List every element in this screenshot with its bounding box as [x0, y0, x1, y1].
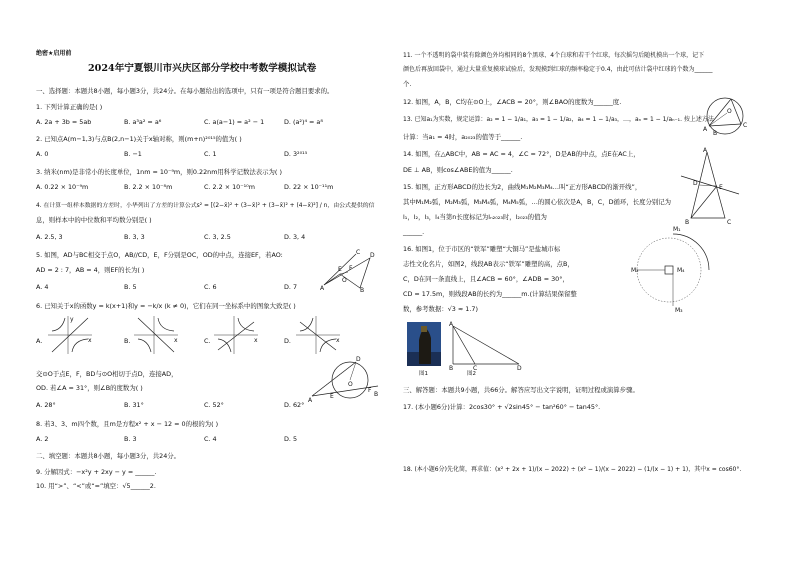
q15-stem-line2: 其中M₁M₂弧，M₂M₃弧，M₃M₄弧，M₄M₅弧，…的圆心依次是A，B，C，D循环，长度分别记为 [403, 198, 672, 206]
q7-option-b: B. 31° [124, 401, 144, 409]
q1-option-a: A. 2a + 3b = 5ab [36, 118, 92, 126]
q18-stem: 18. (本小题6分)先化简，再求值：(x² + 2x + 1)/(x − 2022) ÷ (x² − 1)/(x − 2022) − (1/(x − 1) + 1)，其中x = cos60°. [403, 466, 742, 473]
q14-figure [679, 148, 741, 224]
q1-stem: 1. 下列计算正确的是( ) [36, 103, 103, 111]
q7-stem-line1: 交⊙O于点E，F，BD与⊙O相切于点D，连接AD， [36, 370, 178, 378]
q5-option-c: C. 6 [204, 283, 217, 291]
q16-stem-line1: 16. 如图1，位于市区的“铁军”雕塑“大铜马”是盐城市标 [403, 245, 561, 253]
q15-stem-line1: 15. 如图，正方形ABCD的边长为2，曲线M₁M₂M₃M₄…叫“正方形ABCD的渐开线”， [403, 183, 642, 191]
q8-option-a: A. 2 [36, 435, 49, 443]
q6-graph-b [134, 316, 178, 354]
q5-label-f: F [349, 265, 353, 272]
q7-option-d: D. 62° [284, 401, 305, 409]
q15-stem-line4: ______. [403, 228, 425, 236]
section3-heading: 三、解答题：本题共9小题，共66分。解答应写出文字说明，证明过程或演算步骤。 [403, 386, 639, 394]
q6a-y-label: y [70, 316, 74, 323]
q6b-x-label: x [174, 337, 178, 344]
q4-option-a: A. 2.5, 3 [36, 233, 63, 241]
q7-label-e: E [330, 393, 334, 400]
q3-option-d: D. 22 × 10⁻¹¹m [284, 183, 334, 191]
exam-title: 2024年宁夏银川市兴庆区部分学校中考数学模拟试卷 [88, 63, 317, 74]
q6-option-a: A. [36, 337, 43, 345]
q13-stem-line2: 计算：当a₁ = 4时，a₂₀₂₃的值等于______. [403, 133, 523, 141]
q4-option-c: C. 3, 2.5 [204, 233, 231, 241]
q16-fig1-caption: 图1 [419, 371, 428, 377]
q2-option-a: A. 0 [36, 150, 49, 158]
q9-stem: 9. 分解因式：−x²y + 2xy − y = ______. [36, 468, 157, 476]
q16-label-b: B [449, 365, 454, 372]
q12-label-a: A [703, 126, 708, 133]
q10-stem: 10. 用“>”、“<”或“=”填空：√5______2. [36, 482, 156, 490]
q5-label-d: D [370, 252, 375, 259]
q14-label-c: C [727, 219, 732, 226]
q6a-x-label: x [88, 337, 92, 344]
q12-label-c: C [743, 122, 748, 129]
q4-option-d: D. 3, 4 [284, 233, 306, 241]
q5-label-b: B [360, 287, 365, 294]
section1-heading: 一、选择题：本题共8小题，每小题3分，共24分。在每小题给出的选项中，只有一项是符合题目要求的。 [36, 87, 334, 95]
q4-stem-line1: 4. 在计算一组样本数据的方差时，小华列出了方差的计算公式s² = [(2−x̄)² + (3−x̄)² + (3−x̄)² + (4−x̄)²] / n，由公式提供的信 [36, 203, 375, 209]
q2-option-d: D. 3²⁰¹⁵ [284, 150, 308, 158]
q14-label-e: E [719, 184, 723, 191]
q16-stem-line4: CD = 17.5m，则线段AB的长约为______m.(计算结果保留整 [403, 290, 577, 298]
q8-stem: 8. 若3、3、m四个数，且m是方程x² + x − 12 = 0的根的为( ) [36, 420, 219, 428]
q4-stem-line2: 息，则样本中的中位数和平均数分别是( ) [36, 216, 152, 224]
q3-option-a: A. 0.22 × 10⁻⁹m [36, 183, 89, 191]
q3-option-c: C. 2.2 × 10⁻¹⁰m [204, 183, 255, 191]
q5-option-d: D. 7 [284, 283, 298, 291]
q16-fig2-caption: 图2 [467, 371, 476, 377]
q2-option-b: B. −1 [124, 150, 142, 158]
q8-option-c: C. 4 [204, 435, 217, 443]
q7-option-a: A. 28° [36, 401, 56, 409]
q14-label-a: A [703, 147, 708, 154]
q8-option-d: D. 5 [284, 435, 298, 443]
q5-figure [320, 248, 380, 294]
q1-option-b: B. a³a² = a⁶ [124, 118, 162, 126]
q3-option-b: B. 2.2 × 10⁻⁸m [124, 183, 173, 191]
q8-option-b: B. 3 [124, 435, 137, 443]
q7-figure [308, 358, 380, 406]
section2-heading: 二、填空题：本题共8小题，每小题3分，共24分。 [36, 452, 181, 460]
q12-stem: 12. 如图，A，B，C均在⊙O上，∠ACB = 20°，则∠BAO的度数为______度. [403, 98, 622, 106]
q6-option-c: C. [204, 337, 211, 345]
q6-graph-a [48, 316, 92, 354]
q14-label-b: B [685, 219, 690, 226]
q12-label-o: O [727, 108, 732, 115]
q11-stem-line1: 11. 一个不透明的袋中装有除颜色外均相同的8个黑球、4个白球和若干个红球，每次摇匀后随机摸出一个球，记下 [403, 52, 705, 59]
q16-stem-line3: C，D在同一条直线上，且∠ACB = 60°，∠ADB = 30°， [403, 275, 569, 283]
q2-stem: 2. 已知点A(m−1,3)与点B(2,n−1)关于x轴对称，则(m+n)²⁰¹⁵的值为( ) [36, 135, 242, 143]
q5-option-b: B. 5 [124, 283, 137, 291]
q6-option-b: B. [124, 337, 131, 345]
q11-stem-line3: 个. [403, 80, 412, 88]
q5-label-e: E [338, 266, 342, 273]
q3-stem: 3. 纳米(nm)是非常小的长度单位，1nm = 10⁻⁹m，则0.22nm用科学记数法表示为( ) [36, 168, 282, 176]
q2-option-c: C. 1 [204, 150, 217, 158]
q15-label-m2: M₂ [631, 267, 639, 274]
q15-stem-line3: l₁，l₂，l₃，l₄当第n长度标记为lₙ₂₀₂₃时，l₂₀₂₃的值为 [403, 213, 547, 221]
q7-option-c: C. 52° [204, 401, 224, 409]
q16-label-a: A [449, 321, 454, 328]
q16-figure-2 [449, 322, 523, 370]
q15-label-m3: M₃ [675, 307, 683, 314]
q6-graph-d [296, 316, 340, 354]
q7-label-b: B [374, 391, 379, 398]
q15-figure [623, 222, 713, 322]
q15-label-m4: M₄ [677, 267, 685, 274]
q16-stem-line5: 数，参考数据：√3 ≈ 1.7) [403, 305, 478, 313]
secret-label: 绝密★启用前 [36, 50, 72, 57]
q5-option-a: A. 4 [36, 283, 49, 291]
q7-label-o: O [348, 381, 353, 388]
q13-stem-line1: 13. 已知a₁为实数，规定运算：a₂ = 1 − 1/a₁，a₃ = 1 − 1/a₂，a₄ = 1 − 1/a₃，…，aₙ = 1 − 1/aₙ₋₁. 按上述方法 [403, 116, 714, 123]
q1-option-c: C. a(a−1) = a² − 1 [204, 118, 265, 126]
q6-graph-c [214, 316, 258, 354]
q16-stem-line2: 志性文化名片，如图2，线段AB表示“铁军”雕塑的高，点B， [403, 260, 574, 268]
q16-photo-statue [407, 322, 441, 366]
q14-stem-line2: DE ⊥ AB，则cos∠ABE的值为______. [403, 166, 513, 174]
q7-stem-line2: OD. 若∠A = 31°，则∠B的度数为( ) [36, 384, 143, 392]
q6-stem: 6. 已知关于x的函数y = k(x+1)和y = −k/x (k ≠ 0)，它们在同一坐标系中的图象大致是( ) [36, 302, 296, 310]
q17-stem: 17. (本小题6分)计算：2cos30° + √2sin45° − tan²60° − tan45°. [403, 403, 601, 411]
q5-label-c: C [356, 249, 361, 256]
q7-label-f: F [368, 387, 372, 394]
q5-stem-line1: 5. 如图，AD与BC相交于点O，AB//CD，E，F分别是OC，OD的中点，连接EF，若AO: [36, 251, 283, 259]
q4-option-b: B. 3, 3 [124, 233, 145, 241]
q5-stem-line2: AD = 2 : 7，AB = 4，则EF的长为( ) [36, 266, 145, 274]
q16-label-d: D [517, 365, 522, 372]
q14-label-d: D [693, 180, 698, 187]
q11-stem-line2: 颜色后再放回袋中，通过大量重复摸球试验后，发现摸到红球的频率稳定于0.4，由此可估计袋中红球的个数为______ [403, 66, 713, 73]
q12-label-b: B [713, 130, 718, 137]
q15-label-m1: M₁ [673, 226, 681, 233]
q6d-x-label: x [336, 337, 340, 344]
q7-label-a: A [308, 397, 313, 404]
q14-stem-line1: 14. 如图，在△ABC中，AB = AC = 4，∠C = 72°，D是AB的中点，点E在AC上， [403, 150, 640, 158]
q6c-x-label: x [254, 337, 258, 344]
q16-label-c: C [473, 365, 478, 372]
q7-label-d: D [356, 356, 361, 363]
q5-label-a: A [320, 285, 325, 292]
q6-option-d: D. [284, 337, 291, 345]
q5-label-o: O [342, 277, 347, 284]
q1-option-d: D. (a²)⁴ = a⁸ [284, 118, 323, 126]
